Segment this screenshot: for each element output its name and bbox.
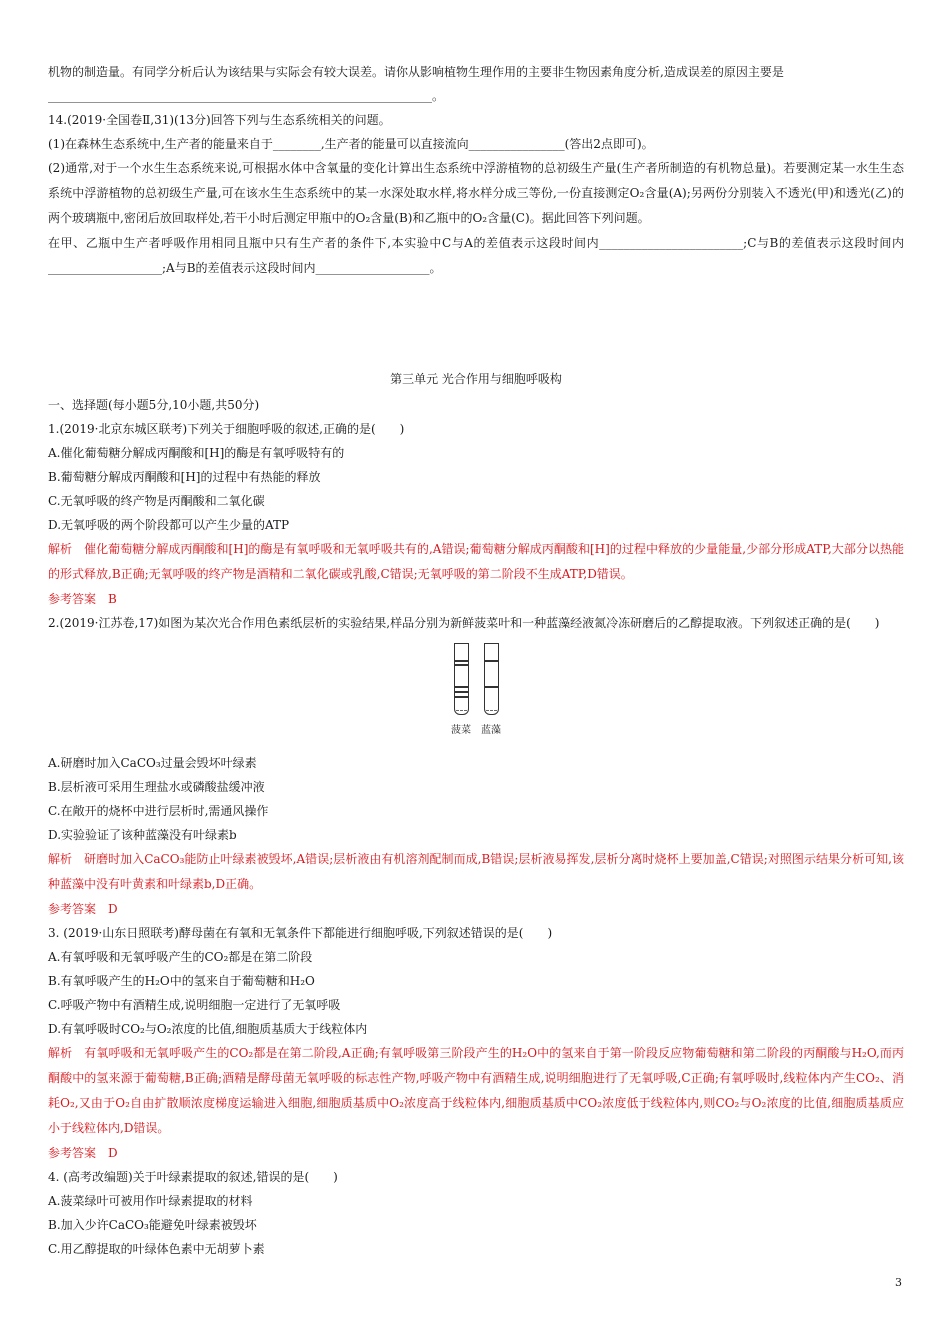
- answer-blank-line: ________________________________________________________________。: [48, 89, 445, 103]
- document-page: [48, 60, 904, 1261]
- q3-option-d: D.有氧呼吸时CO₂与O₂浓度的比值,细胞质基质大于线粒体内: [48, 1022, 368, 1036]
- q14-title: 14.(2019·全国卷Ⅱ,31)(13分)回答下列与生态系统相关的问题。: [48, 113, 391, 127]
- q4-option-b: B.加入少许CaCO₃能避免叶绿素被毁坏: [48, 1218, 257, 1232]
- q2-stem: 2.(2019·江苏卷,17)如图为某次光合作用色素纸层析的实验结果,样品分别为新鲜菠菜叶和一种蓝藻经液氮冷冻研磨后的乙醇提取液。下列叙述正确的是( ): [48, 616, 880, 630]
- q2-option-c: C.在敞开的烧杯中进行层析时,需通风操作: [48, 804, 269, 818]
- q1-option-b: B.葡萄糖分解成丙酮酸和[H]的过程中有热能的释放: [48, 470, 321, 484]
- q4-option-c: C.用乙醇提取的叶绿体色素中无胡萝卜素: [48, 1242, 265, 1256]
- q14-part2: (2)通常,对于一个水生生态系统来说,可根据水体中含氧量的变化计算出生态系统中浮游植物的总初级生产量(生产者所制造的有机物总量)。若要测定某一水生生态系统中浮游植物的总初级生产量,可在该水生生态系统中的某一水深处取水样,将水样分成三等份,一份直接测定O₂含量(A);另两份分别装入不透光(甲)和透光(乙)的两个玻璃瓶中,密闭后放回取样处,若干小时后测定甲瓶中的O₂含量(B)和乙瓶中的O₂含量(C)。据此回答下列问题。: [48, 161, 904, 225]
- chromatography-figure: [451, 639, 904, 751]
- q3-option-c: C.呼吸产物中有酒精生成,说明细胞一定进行了无氧呼吸: [48, 998, 341, 1012]
- q14-part1: (1)在森林生态系统中,生产者的能量来自于________,生产者的能量可以直接流向________________(答出2点即可)。: [48, 137, 654, 151]
- unit-title: 第三单元 光合作用与细胞呼吸构: [390, 372, 562, 386]
- q1-answer: 参考答案 B: [48, 592, 117, 606]
- q4-stem: 4. (高考改编题)关于叶绿素提取的叙述,错误的是( ): [48, 1170, 338, 1184]
- page-number: 3: [895, 1276, 902, 1289]
- q2-answer: 参考答案 D: [48, 902, 118, 916]
- q3-stem: 3. (2019·山东日照联考)酵母菌在有氧和无氧条件下都能进行细胞呼吸,下列叙述错误的是( ): [48, 926, 553, 940]
- q2-analysis: 解析 研磨时加入CaCO₃能防止叶绿素被毁坏,A错误;层析液由有机溶剂配制而成,B错误;层析液易挥发,层析分离时烧杯上要加盖,C错误;对照图示结果分析可知,该种蓝藻中没有叶黄素和叶绿素b,D正确。: [48, 852, 904, 891]
- q3-answer: 参考答案 D: [48, 1146, 118, 1160]
- q14-part3: 在甲、乙瓶中生产者呼吸作用相同且瓶中只有生产者的条件下,本实验中C与A的差值表示这段时间内________________________;C与B的差值表示这段时间内___________________;A与B的差值表示这段时间内___________________。: [48, 236, 904, 275]
- q1-option-a: A.催化葡萄糖分解成丙酮酸和[H]的酶是有氧呼吸特有的: [48, 446, 345, 460]
- cyanobacteria-strip: [484, 643, 499, 715]
- figure-label-spinach: 菠菜: [451, 725, 471, 736]
- q1-option-c: C.无氧呼吸的终产物是丙酮酸和二氧化碳: [48, 494, 265, 508]
- continued-text: 机物的制造量。有同学分析后认为该结果与实际会有较大误差。请你从影响植物生理作用的主要非生物因素角度分析,造成误差的原因主要是: [48, 65, 784, 79]
- q2-option-b: B.层析液可采用生理盐水或磷酸盐缓冲液: [48, 780, 265, 794]
- q1-analysis: 解析 催化葡萄糖分解成丙酮酸和[H]的酶是有氧呼吸和无氧呼吸共有的,A错误;葡萄糖分解成丙酮酸和[H]的过程中释放的少量能量,少部分形成ATP,大部分以热能的形式释放,B正确;无氧呼吸的终产物是酒精和二氧化碳或乳酸,C错误;无氧呼吸的第二阶段不生成ATP,D错误。: [48, 542, 904, 581]
- q1-option-d: D.无氧呼吸的两个阶段都可以产生少量的ATP: [48, 518, 290, 532]
- section-title: 一、选择题(每小题5分,10小题,共50分): [48, 398, 260, 412]
- q1-stem: 1.(2019·北京东城区联考)下列关于细胞呼吸的叙述,正确的是( ): [48, 422, 405, 436]
- figure-label-cyanobacteria: 蓝藻: [481, 725, 501, 736]
- q2-option-d: D.实验验证了该种蓝藻没有叶绿素b: [48, 828, 237, 842]
- q2-option-a: A.研磨时加入CaCO₃过量会毁坏叶绿素: [48, 756, 257, 770]
- q3-option-b: B.有氧呼吸产生的H₂O中的氢来自于葡萄糖和H₂O: [48, 974, 315, 988]
- spinach-strip: [454, 643, 469, 715]
- q3-analysis: 解析 有氧呼吸和无氧呼吸产生的CO₂都是在第二阶段,A正确;有氧呼吸第三阶段产生的H₂O中的氢来自于第一阶段反应物葡萄糖和第二阶段的丙酮酸与H₂O,而丙酮酸中的氢来源于葡萄糖,B正确;酒精是酵母菌无氧呼吸的标志性产物,呼吸产物中有酒精生成,说明细胞进行了无氧呼吸,C正确;有氧呼吸时,线粒体内产生CO₂、消耗O₂,又由于O₂自由扩散顺浓度梯度运输进入细胞,细胞质基质中O₂浓度高于线粒体内,细胞质基质中CO₂浓度低于线粒体内,则CO₂与O₂浓度的比值,细胞质基质应小于线粒体内,D错误。: [48, 1046, 904, 1135]
- q4-option-a: A.菠菜绿叶可被用作叶绿素提取的材料: [48, 1194, 253, 1208]
- q3-option-a: A.有氧呼吸和无氧呼吸产生的CO₂都是在第二阶段: [48, 950, 313, 964]
